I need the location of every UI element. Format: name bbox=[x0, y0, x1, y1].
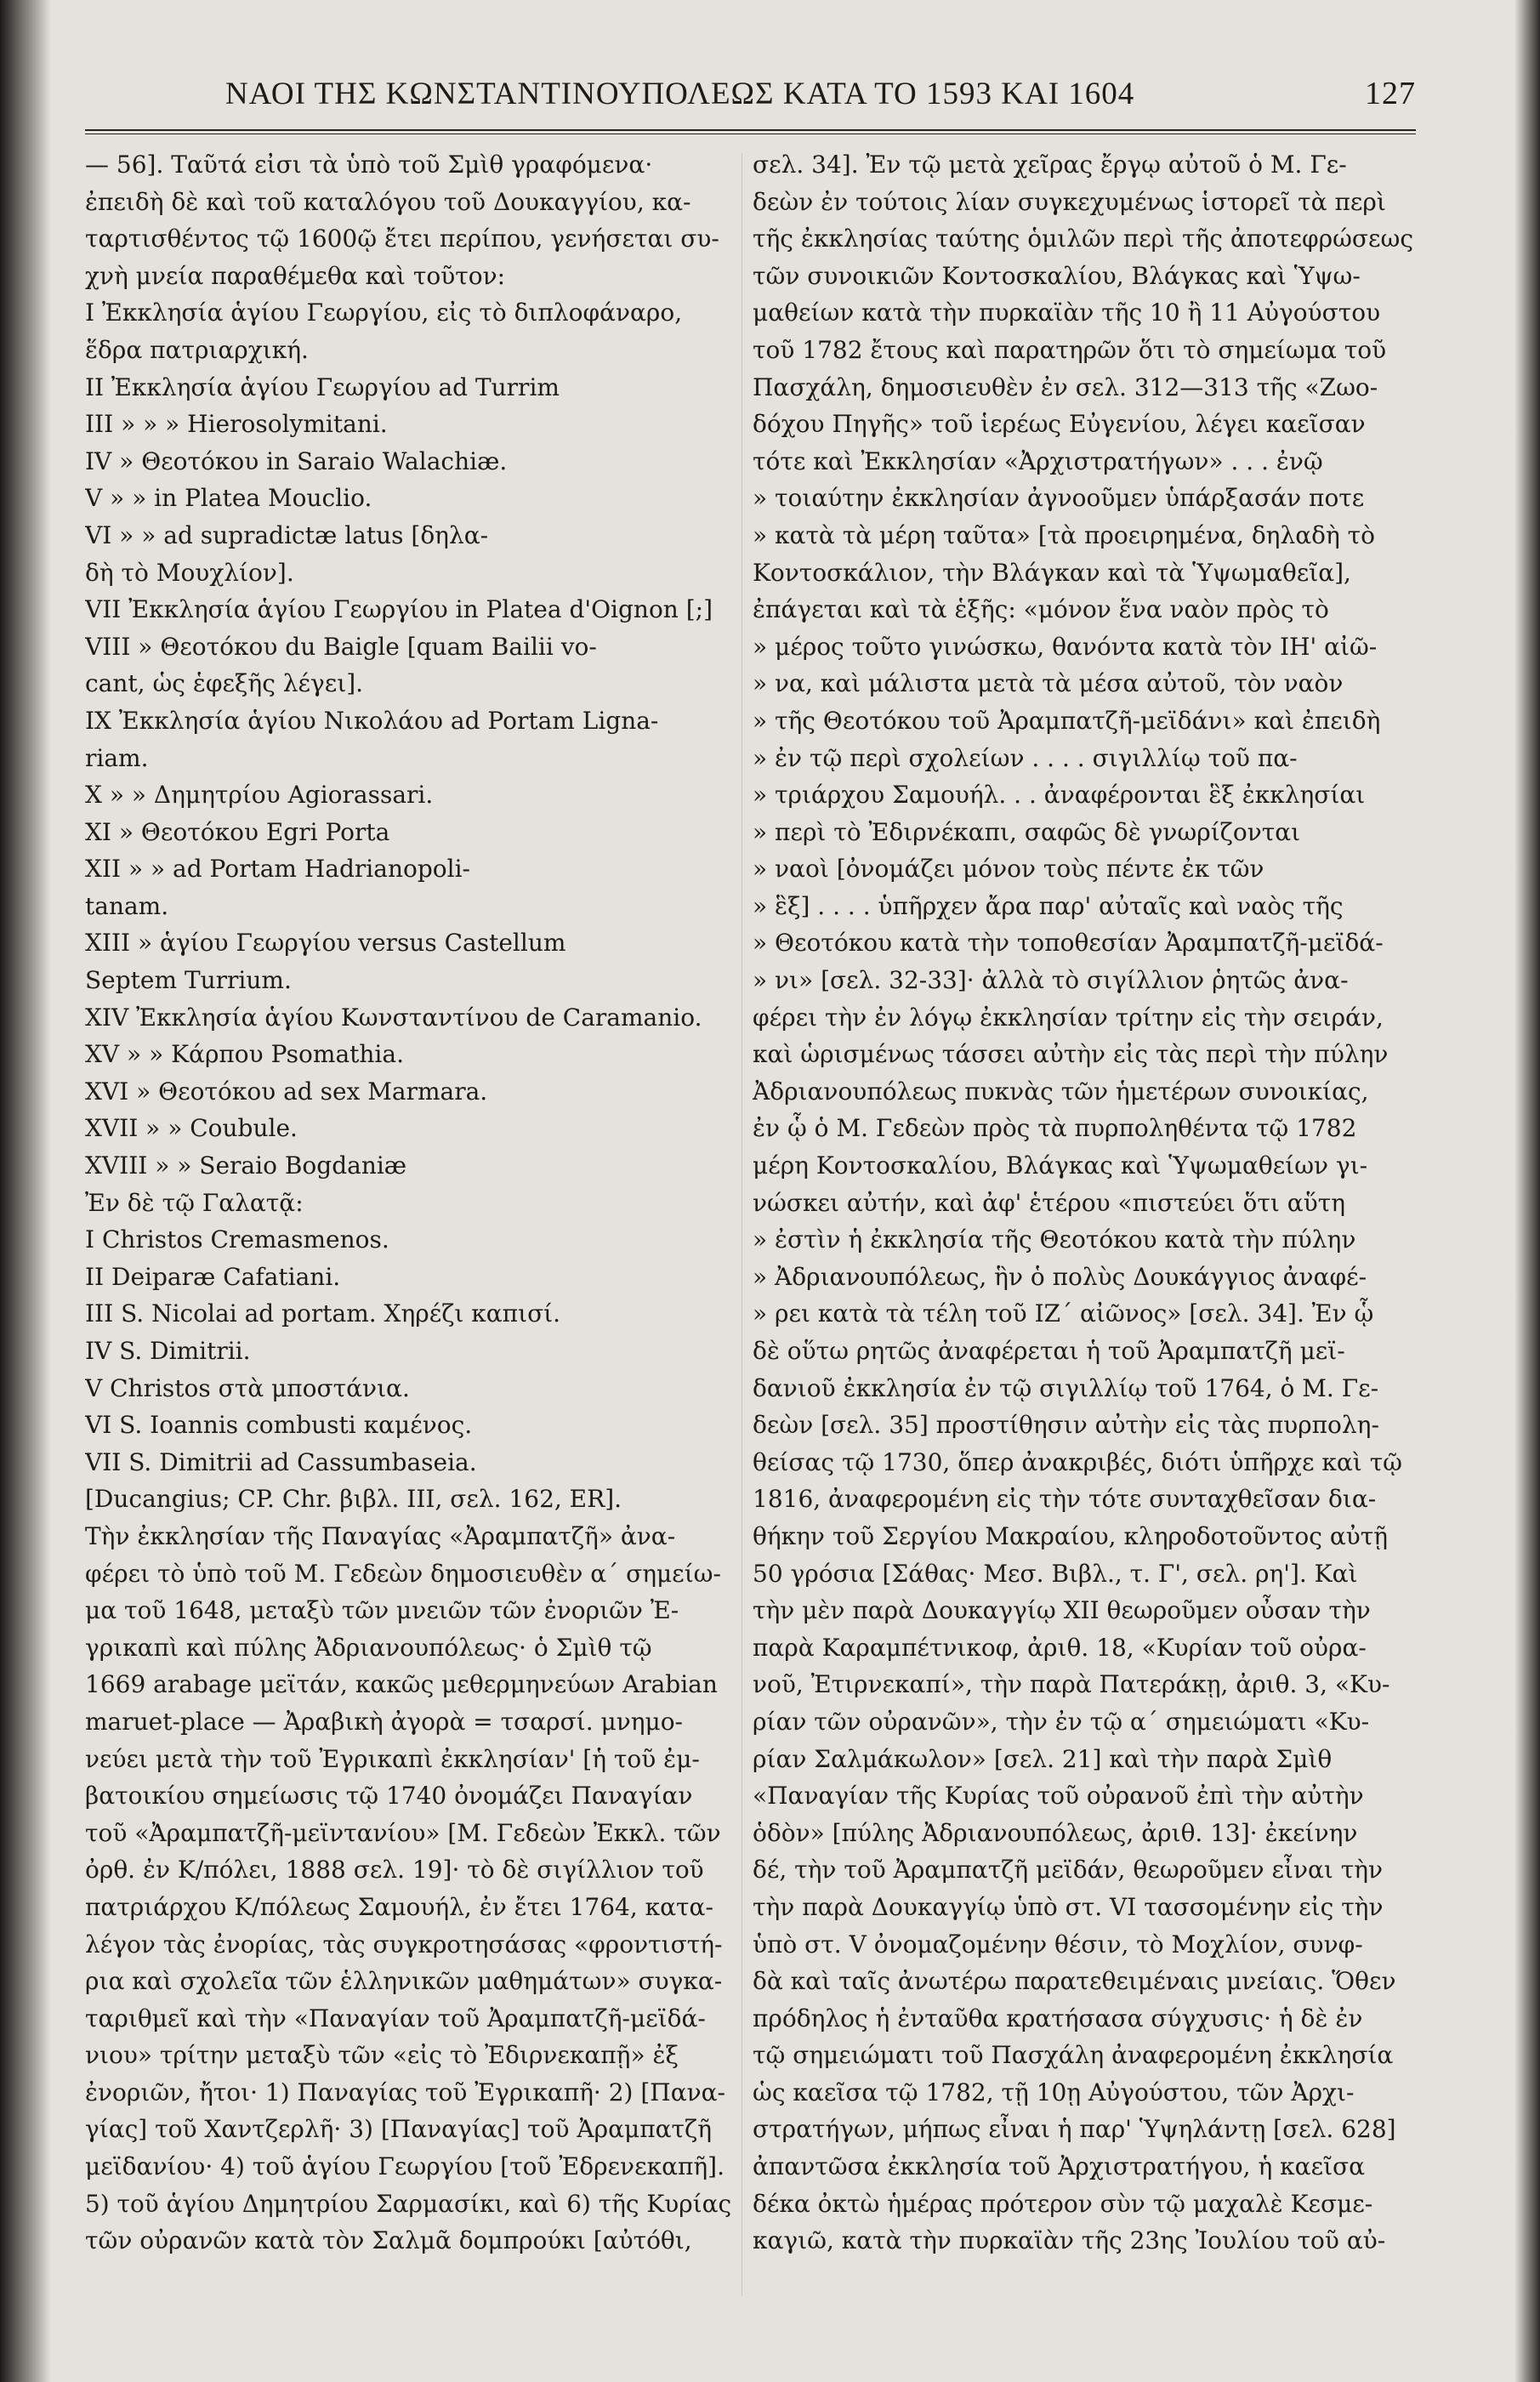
text-line: τῆς ἐκκλησίας ταύτης ὁμιλῶν περὶ τῆς ἀποτεφρώσεως bbox=[753, 225, 1414, 253]
binding-shadow bbox=[0, 0, 51, 2382]
text-line: 5) τοῦ ἁγίου Δημητρίου Σαρμασίκι, καὶ 6) τῆς Κυρίας bbox=[85, 2189, 731, 2218]
text-line: » να, καὶ μάλιστα μετὰ τὰ μέσα αὐτοῦ, τὸν ναὸν bbox=[753, 669, 1344, 698]
text-line: Πασχάλη, δημοσιευθὲν ἐν σελ. 312—313 τῆς «Ζωο- bbox=[753, 372, 1378, 401]
text-line: IV » Θεοτόκου in Saraio Walachiæ. bbox=[85, 446, 508, 475]
text-line: τῶν οὐρανῶν κατὰ τὸν Σαλμᾶ δομπρούκι [αὐτόθι, bbox=[85, 2226, 692, 2255]
text-line: ἐπάγεται καὶ τὰ ἑξῆς: «μόνον ἕνα ναὸν πρὸς τὸ bbox=[753, 595, 1329, 624]
text-line: ὀρθ. ἐν Κ/πόλει, 1888 σελ. 19]· τὸ δὲ σιγίλλιον τοῦ bbox=[85, 1856, 704, 1885]
text-line: Septem Turrium. bbox=[85, 966, 292, 995]
text-line: I Christos Cremasmenos. bbox=[85, 1225, 389, 1254]
text-line: Κοντοσκάλιον, τὴν Βλάγκαν καὶ τὰ Ὑψωμαθεῖα], bbox=[753, 558, 1351, 587]
text-line: » Ἀδριανουπόλεως, ἣν ὁ πολὺς Δουκάγγιος ἀναφέ- bbox=[753, 1262, 1367, 1291]
text-line: » ρει κατὰ τὰ τέλη τοῦ ΙΖ΄ αἰῶνος» [σελ. 34]. Ἐν ᾧ bbox=[753, 1299, 1374, 1328]
left-column bbox=[85, 146, 731, 2260]
text-line: φέρει τὸ ὑπὸ τοῦ Μ. Γεδεὼν δημοσιευθὲν α΄ σημείω- bbox=[85, 1559, 721, 1588]
text-line: cant, ὡς ἑφεξῆς λέγει]. bbox=[85, 669, 364, 698]
running-title: ΝΑΟΙ ΤΗΣ ΚΩΝΣΤΑΝΤΙΝΟΥΠΟΛΕΩΣ ΚΑΤΑ ΤΟ 1593 ΚΑΙ 1604 bbox=[225, 77, 1135, 111]
text-line: παρὰ Καραμπέτνικοφ, ἀριθ. 18, «Κυρίαν τοῦ οὐρα- bbox=[753, 1633, 1367, 1662]
text-line: XV » » Κάρπου Psomathia. bbox=[85, 1040, 404, 1069]
text-line: XVI » Θεοτόκου ad sex Marmara. bbox=[85, 1077, 488, 1106]
text-line: ἀπαντῶσα ἐκκλησία τοῦ Ἀρχιστρατήγου, ἡ καεῖσα bbox=[753, 2152, 1366, 2181]
text-line: ὑπὸ στ. V ὀνομαζομένην θέσιν, τὸ Μοχλίον, συνφ- bbox=[753, 1930, 1363, 1958]
edge-shadow bbox=[1514, 0, 1540, 2382]
text-line: Ἀδριανουπόλεως πυκνὰς τῶν ἡμετέρων συνοικίας, bbox=[753, 1077, 1369, 1106]
text-line: δόχου Πηγῆς» τοῦ ἱερέως Εὐγενίου, λέγει καεῖσαν bbox=[753, 410, 1366, 439]
text-line: καγιῶ, κατὰ τὴν πυρκαϊὰν τῆς 23ης Ἰουλίου τοῦ αὐ- bbox=[753, 2226, 1386, 2255]
text-line: γίας] τοῦ Χαντζερλῆ· 3) [Παναγίας] τοῦ Ἀραμπατζῆ bbox=[85, 2115, 712, 2144]
text-line: XII » » ad Portam Hadrianopoli- bbox=[85, 855, 470, 884]
text-line: ρίαν τῶν οὐρανῶν», τὴν ἐν τῷ α΄ σημειώματι «Κυ- bbox=[753, 1707, 1370, 1736]
text-line: θήκην τοῦ Σεργίου Μακραίου, κληροδοτοῦντος αὐτῇ bbox=[753, 1521, 1389, 1550]
text-line: » μέρος τοῦτο γινώσκω, θανόντα κατὰ τὸν ΙΗ' αἰῶ- bbox=[753, 632, 1378, 661]
text-line: XI » Θεοτόκου Egri Porta bbox=[85, 817, 390, 846]
text-line: δεὼν ἐν τούτοις λίαν συγκεχυμένως ἱστορεῖ τὰ περὶ bbox=[753, 187, 1386, 216]
text-line: [Ducangius; CP. Chr. βιβλ. III, σελ. 162, ER]. bbox=[85, 1485, 622, 1514]
text-line: ἕδρα πατριαρχική. bbox=[85, 335, 309, 364]
text-line: τοῦ 1782 ἔτους καὶ παρατηρῶν ὅτι τὸ σημείωμα τοῦ bbox=[753, 335, 1387, 364]
text-line: I Ἐκκλησία ἁγίου Γεωργίου, εἰς τὸ διπλοφάναρο, bbox=[85, 298, 683, 327]
text-line: » ἐν τῷ περὶ σχολείων . . . . σιγιλλίῳ τοῦ πα- bbox=[753, 743, 1298, 772]
text-line: λέγον τὰς ἐνορίας, τὰς συγκροτησάσας «φροντιστή- bbox=[85, 1930, 723, 1958]
text-line: X » » Δημητρίου Agiorassari. bbox=[85, 781, 434, 810]
text-line: δέ, τὴν τοῦ Ἀραμπατζῆ μεϊδάν, θεωροῦμεν εἶναι τὴν bbox=[753, 1856, 1384, 1885]
text-line: » περὶ τὸ Ἐδιρνέκαπι, σαφῶς δὲ γνωρίζονται bbox=[753, 817, 1301, 846]
text-line: δὰ καὶ ταῖς ἀνωτέρω παρατεθειμέναις μνείαις. Ὅθεν bbox=[753, 1967, 1396, 1996]
page-number: 127 bbox=[1365, 76, 1416, 111]
text-line: tanam. bbox=[85, 891, 169, 920]
text-line: «Παναγίαν τῆς Κυρίας τοῦ οὐρανοῦ ἐπὶ τὴν αὐτὴν bbox=[753, 1782, 1364, 1811]
text-line: » ἐστὶν ἡ ἐκκλησία τῆς Θεοτόκου κατὰ τὴν πύλην bbox=[753, 1225, 1356, 1254]
text-line: μέρη Κοντοσκαλίου, Βλάγκας καὶ Ὑψωμαθείων γι- bbox=[753, 1151, 1368, 1180]
text-line: ἐπειδὴ δὲ καὶ τοῦ καταλόγου τοῦ Δουκαγγίου, κα- bbox=[85, 187, 691, 216]
text-line: ὁδὸν» [πύλης Ἀδριανουπόλεως, ἀριθ. 13]· ἐκείνην bbox=[753, 1818, 1358, 1847]
text-line: στρατήγων, μήπως εἶναι ἡ παρ' Ὑψηλάντῃ [σελ. 628] bbox=[753, 2115, 1396, 2144]
text-line: ταριθμεῖ καὶ τὴν «Παναγίαν τοῦ Ἀραμπατζῆ-μεϊδά- bbox=[85, 2004, 706, 2032]
text-line: maruet-place — Ἀραβικὴ ἀγορὰ = τσαρσί. μνημο- bbox=[85, 1707, 684, 1736]
text-line: ρίαν Σαλμάκωλον» [σελ. 21] καὶ τὴν παρὰ Σμὶθ bbox=[753, 1744, 1333, 1773]
text-line: θείσας τῷ 1730, ὅπερ ἀνακριβές, διότι ὑπῆρχε καὶ τῷ bbox=[753, 1447, 1403, 1476]
text-line: δὴ τὸ Μουχλίον]. bbox=[85, 558, 294, 587]
text-line: » νι» [σελ. 32-33]· ἀλλὰ τὸ σιγίλλιον ῥητῶς ἀνα- bbox=[753, 966, 1349, 995]
text-line: τὴν μὲν παρὰ Δουκαγγίῳ XII θεωροῦμεν οὖσαν τὴν bbox=[753, 1596, 1371, 1625]
text-line: ταρτισθέντος τῷ 1600ῷ ἔτει περίπου, γενήσεται συ- bbox=[85, 225, 719, 253]
text-line: V Christos στὰ μποστάνια. bbox=[85, 1373, 410, 1402]
text-line: τοῦ «Ἀραμπατζῆ-μεϊντανίου» [Μ. Γεδεὼν Ἐκκλ. τῶν bbox=[85, 1818, 721, 1847]
text-line: IV S. Dimitrii. bbox=[85, 1337, 251, 1365]
text-line: νοῦ, Ἐτιρνεκαπί», τὴν παρὰ Πατεράκῃ, ἀριθ. 3, «Κυ- bbox=[753, 1670, 1390, 1699]
text-line: XIV Ἐκκλησία ἁγίου Κωνσταντίνου de Caramanio. bbox=[85, 1003, 702, 1032]
text-line: φέρει τὴν ἐν λόγῳ ἐκκλησίαν τρίτην εἰς τὴν σειράν, bbox=[753, 1003, 1384, 1032]
text-line: » κατὰ τὰ μέρη ταῦτα» [τὰ προειρημένα, δηλαδὴ τὸ bbox=[753, 520, 1375, 549]
text-line: ὡς καεῖσα τῷ 1782, τῇ 10ῃ Αὐγούστου, τῶν Ἀρχι- bbox=[753, 2078, 1355, 2106]
text-line: ρια καὶ σχολεῖα τῶν ἑλληνικῶν μαθημάτων» συγκα- bbox=[85, 1967, 723, 1996]
text-line: III » » » Hierosolymitani. bbox=[85, 410, 388, 439]
text-line: τῶν συνοικιῶν Κοντοσκαλίου, Βλάγκας καὶ Ὑψω- bbox=[753, 261, 1361, 290]
text-line: — 56]. Ταῦτά εἰσι τὰ ὑπὸ τοῦ Σμὶθ γραφόμενα· bbox=[85, 151, 653, 179]
text-line: νιου» τρίτην μεταξὺ τῶν «εἰς τὸ Ἐδιρνεκαπῇ» ἐξ bbox=[85, 2041, 679, 2070]
text-line: IX Ἐκκλησία ἁγίου Νικολάου ad Portam Ligna- bbox=[85, 706, 659, 735]
text-line: δὲ οὕτω ρητῶς ἀναφέρεται ἡ τοῦ Ἀραμπατζῆ μεϊ- bbox=[753, 1337, 1345, 1365]
text-line: ἐνοριῶν, ἤτοι· 1) Παναγίας τοῦ Ἐγρικαπῆ· 2) [Πανα- bbox=[85, 2078, 725, 2106]
text-line: II Deiparæ Cafatiani. bbox=[85, 1262, 341, 1291]
text-line: VI » » ad supradictæ latus [δηλα- bbox=[85, 520, 489, 549]
text-line: τῷ σημειώματι τοῦ Πασχάλη ἀναφερομένη ἐκκλησία bbox=[753, 2041, 1394, 2070]
text-line: Ἐν δὲ τῷ Γαλατᾷ: bbox=[85, 1188, 304, 1217]
text-line: μα τοῦ 1648, μεταξὺ τῶν μνειῶν τῶν ἐνοριῶν Ἐ- bbox=[85, 1596, 679, 1625]
text-line: » ναοὶ [ὀνομάζει μόνον τοὺς πέντε ἐκ τῶν bbox=[753, 855, 1264, 884]
text-line: δανιοῦ ἐκκλησία ἐν τῷ σιγιλλίῳ τοῦ 1764, ὁ Μ. Γε- bbox=[753, 1373, 1379, 1402]
text-line: Τὴν ἐκκλησίαν τῆς Παναγίας «Ἀραμπατζῆ» ἀνα- bbox=[85, 1521, 676, 1550]
text-line: II Ἐκκλησία ἁγίου Γεωργίου ad Turrim bbox=[85, 372, 560, 401]
text-line: καὶ ὡρισμένως τάσσει αὐτὴν εἰς τὰς περὶ τὴν πύλην bbox=[753, 1040, 1389, 1069]
header-rule bbox=[85, 129, 1416, 134]
text-line: πρόδηλος ἡ ἐνταῦθα κρατήσασα σύγχυσις· ἡ δὲ ἐν bbox=[753, 2004, 1363, 2032]
text-line: V » » in Platea Mouclio. bbox=[85, 484, 372, 513]
right-column bbox=[753, 146, 1420, 2260]
text-line: νώσκει αὐτήν, καὶ ἀφ' ἑτέρου «πιστεύει ὅτι αὕτη bbox=[753, 1188, 1345, 1217]
text-line: XIII » ἁγίου Γεωργίου versus Castellum bbox=[85, 929, 566, 958]
text-line: ἐν ᾧ ὁ Μ. Γεδεὼν πρὸς τὰ πυρποληθέντα τῷ 1782 bbox=[753, 1114, 1357, 1143]
text-line: » τριάρχου Σαμουήλ. . . ἀναφέρονται ἓξ ἐκκλησίαι bbox=[753, 781, 1366, 810]
text-line: σελ. 34]. Ἐν τῷ μετὰ χεῖρας ἔργῳ αὐτοῦ ὁ Μ. Γε- bbox=[753, 151, 1347, 179]
text-line: 1669 arabage μεϊτάν, κακῶς μεθερμηνεύων Arabian bbox=[85, 1670, 718, 1699]
text-line: χνὴ μνεία παραθέμεθα καὶ τοῦτον: bbox=[85, 261, 506, 290]
text-line: XVIII » » Seraio Bogdaniæ bbox=[85, 1151, 407, 1180]
text-line: VII S. Dimitrii ad Cassumbaseia. bbox=[85, 1447, 477, 1476]
running-header bbox=[225, 75, 1416, 112]
text-line: riam. bbox=[85, 743, 149, 772]
text-line: δεὼν [σελ. 35] προστίθησιν αὐτὴν εἰς τὰς πυρπολη- bbox=[753, 1411, 1379, 1440]
text-line: » τῆς Θεοτόκου τοῦ Ἀραμπατζῆ-μεϊδάνι» καὶ ἐπειδὴ bbox=[753, 706, 1381, 735]
text-line: μεϊδανίου· 4) τοῦ ἁγίου Γεωργίου [τοῦ Ἐδρενεκαπῆ]. bbox=[85, 2152, 725, 2181]
text-line: δέκα ὀκτὼ ἡμέρας πρότερον σὺν τῷ μαχαλὲ Κεσμε- bbox=[753, 2189, 1373, 2218]
text-line: τὴν παρὰ Δουκαγγίῳ ὑπὸ στ. VI τασσομένην εἰς τὴν bbox=[753, 1892, 1384, 1921]
text-line: νεύει μετὰ τὴν τοῦ Ἐγρικαπὶ ἐκκλησίαν' [ἡ τοῦ ἐμ- bbox=[85, 1744, 700, 1773]
text-line: γρικαπὶ καὶ πύλης Ἀδριανουπόλεως· ὁ Σμὶθ τῷ bbox=[85, 1633, 652, 1662]
text-line: XVII » » Coubule. bbox=[85, 1114, 298, 1143]
text-line: πατριάρχου Κ/πόλεως Σαμουήλ, ἐν ἔτει 1764, κατα- bbox=[85, 1892, 713, 1921]
text-line: III S. Nicolai ad portam. Χηρέζι καπισί. bbox=[85, 1299, 561, 1328]
text-line: VIII » Θεοτόκου du Baigle [quam Bailii vo- bbox=[85, 632, 597, 661]
text-line: βατοικίου σημείωσις τῷ 1740 ὀνομάζει Παναγίαν bbox=[85, 1782, 693, 1811]
text-line: » Θεοτόκου κατὰ τὴν τοποθεσίαν Ἀραμπατζῆ-μεϊδά- bbox=[753, 929, 1384, 958]
text-line: VI S. Ioannis combusti καμένος. bbox=[85, 1411, 473, 1440]
text-line: VII Ἐκκλησία ἁγίου Γεωργίου in Platea d'Oignon [;] bbox=[85, 595, 713, 624]
text-line: » ἓξ] . . . . ὑπῆρχεν ἄρα παρ' αὐταῖς καὶ ναὸς τῆς bbox=[753, 891, 1344, 920]
text-line: 1816, ἀναφερομένη εἰς τὴν τότε συνταχθεῖσαν δια- bbox=[753, 1485, 1377, 1514]
text-line: τότε καὶ Ἐκκλησίαν «Ἀρχιστρατήγων» . . . ἐνῷ bbox=[753, 446, 1323, 475]
text-line: » τοιαύτην ἐκκλησίαν ἀγνοοῦμεν ὑπάρξασάν ποτε bbox=[753, 484, 1365, 513]
text-line: 50 γρόσια [Σάθας· Μεσ. Βιβλ., τ. Γ', σελ. ρη']. Καὶ bbox=[753, 1559, 1358, 1588]
text-line: μαθείων κατὰ τὴν πυρκαϊὰν τῆς 10 ἢ 11 Αὐγούστου bbox=[753, 298, 1381, 327]
